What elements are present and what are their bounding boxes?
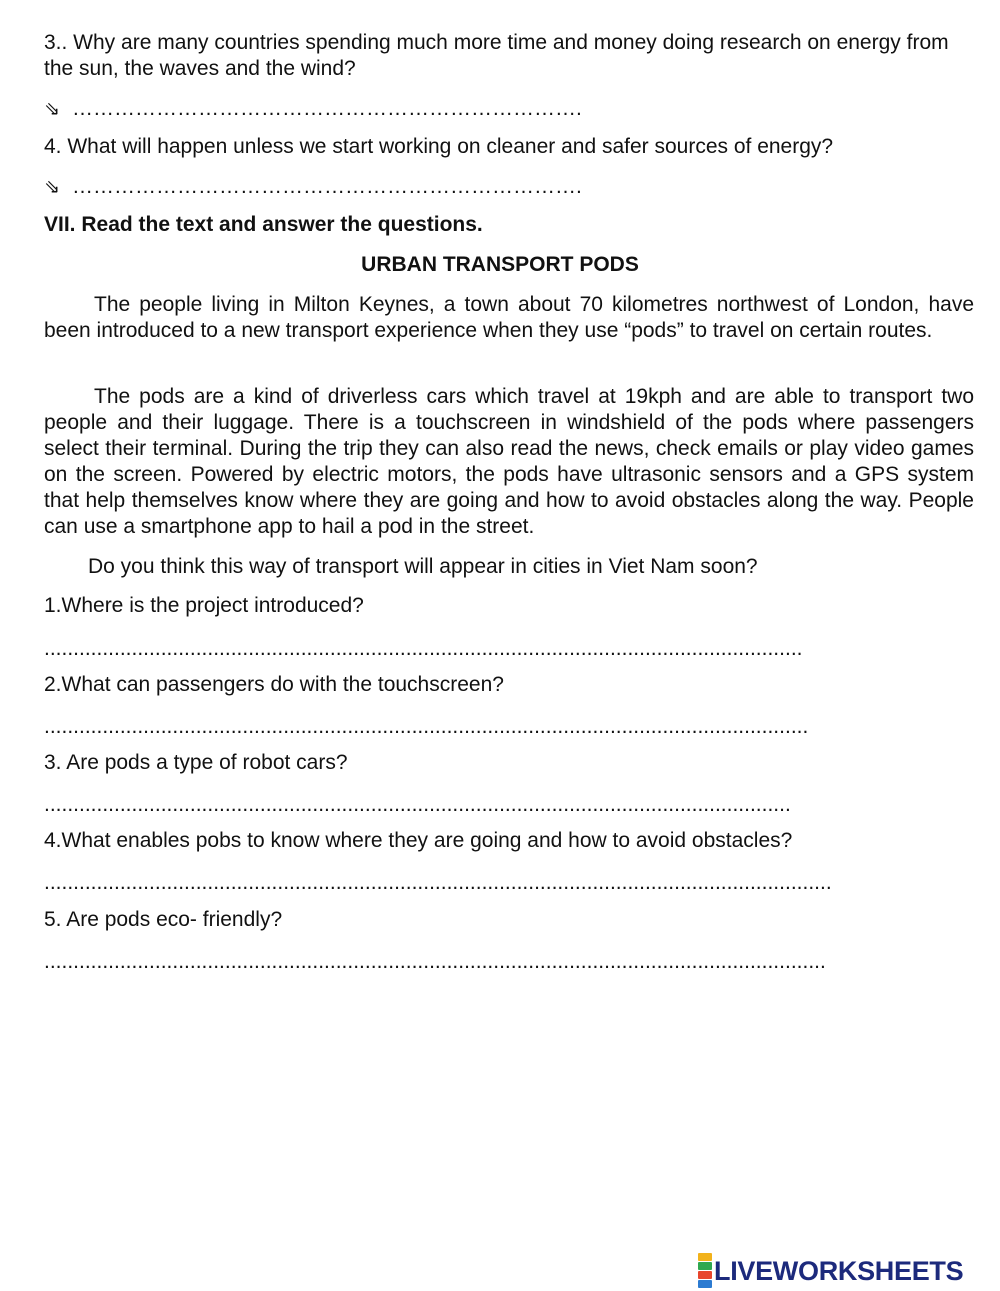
passage-paragraph-2: The pods are a kind of driverless cars which travel at 19kph and are able to transport two people and their luggage. There is a touchscreen in windshield of the pods where passengers select their terminal. During the trip they can also read the news, check emails or play video games on the screen. Powered by electric motors, the pods have ultrasonic sensors and a GPS system that help themselves know where they are going and how to avoid obstacles along the way. People can use a smartphone app to hail a pod in the street. <box>44 385 974 538</box>
reading-answer-line-3[interactable]: ................................................................................................................................ <box>44 793 791 816</box>
reading-answer-line-2[interactable]: ................................................................................................................................... <box>44 715 809 738</box>
reading-question-1: 1.Where is the project introduced? <box>44 594 364 617</box>
passage-title: URBAN TRANSPORT PODS <box>361 253 639 276</box>
reading-answer-line-5[interactable]: ...................................................................................................................................... <box>44 950 826 973</box>
question-4: 4. What will happen unless we start working on cleaner and safer sources of energy? <box>44 135 834 158</box>
arrow-icon: ⇘ <box>44 99 60 120</box>
answer-line-4[interactable] <box>44 174 582 201</box>
answer-dots: ………………………………………………………………. <box>72 175 582 198</box>
reading-question-4: 4.What enables pobs to know where they are going and how to avoid obstacles? <box>44 829 793 852</box>
logo-mark-icon <box>698 1253 712 1289</box>
passage-paragraph-1: The people living in Milton Keynes, a town about 70 kilometres northwest of London, have been introduced to a new transport experience when they use “pods” to travel on certain routes. <box>44 293 974 342</box>
section-heading: VII. Read the text and answer the questions. <box>44 213 483 236</box>
logo-text: LIVEWORKSHEETS <box>714 1255 964 1286</box>
reading-question-3: 3. Are pods a type of robot cars? <box>44 751 348 774</box>
reading-question-5: 5. Are pods eco- friendly? <box>44 908 283 931</box>
answer-dots: ………………………………………………………………. <box>72 97 582 120</box>
reading-answer-line-1[interactable]: .................................................................................................................................. <box>44 637 803 660</box>
discussion-prompt: Do you think this way of transport will appear in cities in Viet Nam soon? <box>88 555 758 578</box>
reading-answer-line-4[interactable]: ....................................................................................................................................... <box>44 871 832 894</box>
liveworksheets-logo <box>698 1256 963 1286</box>
question-3: 3.. Why are many countries spending much more time and money doing research on energy from the sun, the waves and the wind? <box>44 31 949 80</box>
arrow-icon: ⇘ <box>44 177 60 198</box>
answer-line-3[interactable] <box>44 96 582 123</box>
reading-question-2: 2.What can passengers do with the touchscreen? <box>44 673 504 696</box>
